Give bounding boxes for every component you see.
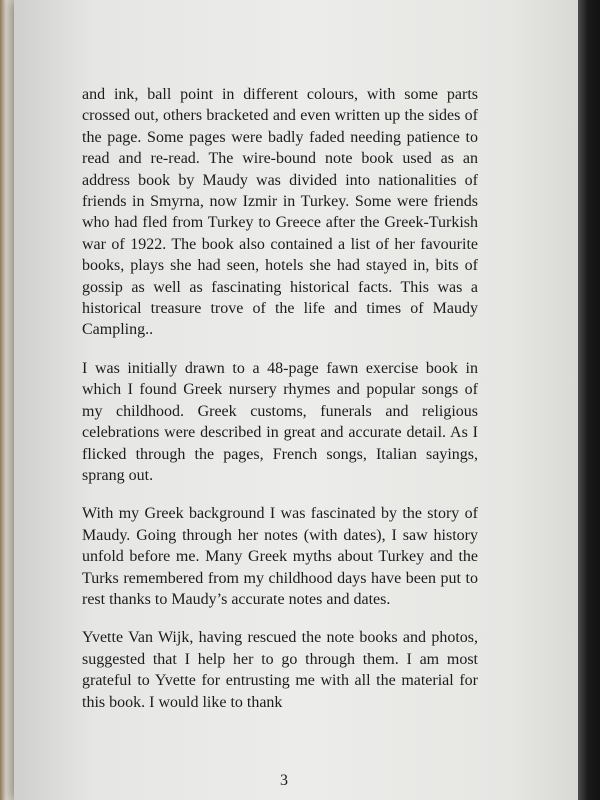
right-background bbox=[578, 0, 600, 800]
paragraph-2: I was initially drawn to a 48-page fawn exercise book in which I found Greek nursery rhymes and popular songs of my childhood. Greek customs, funerals and religious celebrations were described in great and accurate detail. As I flicked through the pages, French songs, Italian sayings, sprang out. bbox=[82, 359, 478, 484]
book-page bbox=[14, 0, 590, 800]
paragraph-1: and ink, ball point in different colours, with some parts crossed out, others bracketed and even written up the sides of the page. Some pages were badly faded needing patience to read and re-read. The wire-bound note book used as an address book by Maudy was divided into nationalities of friends in Smyrna, now Izmir in Turkey. Some were friends who had fled from Turkey to Greece after the Greek-Turkish war of 1922. The book also contained a list of her favourite books, plays she had seen, hotels she had stayed in, bits of gossip as well as fascinating historical facts. This was a historical treasure trove of the life and times of Maudy Campling.. bbox=[82, 86, 478, 339]
paragraph-4: Yvette Van Wijk, having rescued the note books and photos, suggested that I help her to go through them. I am most grateful to Yvette for entrusting me with all the material for this book. I would like to thank bbox=[82, 629, 478, 711]
page-number: 3 bbox=[280, 772, 288, 789]
paragraph-3: With my Greek background I was fascinated by the story of Maudy. Going through her notes (with dates), I saw history unfold before me. Many Greek myths about Turkey and the Turks remembered from my childhood days have been put to rest thanks to Maudy’s accurate notes and dates. bbox=[82, 505, 478, 608]
body-text bbox=[82, 84, 478, 730]
